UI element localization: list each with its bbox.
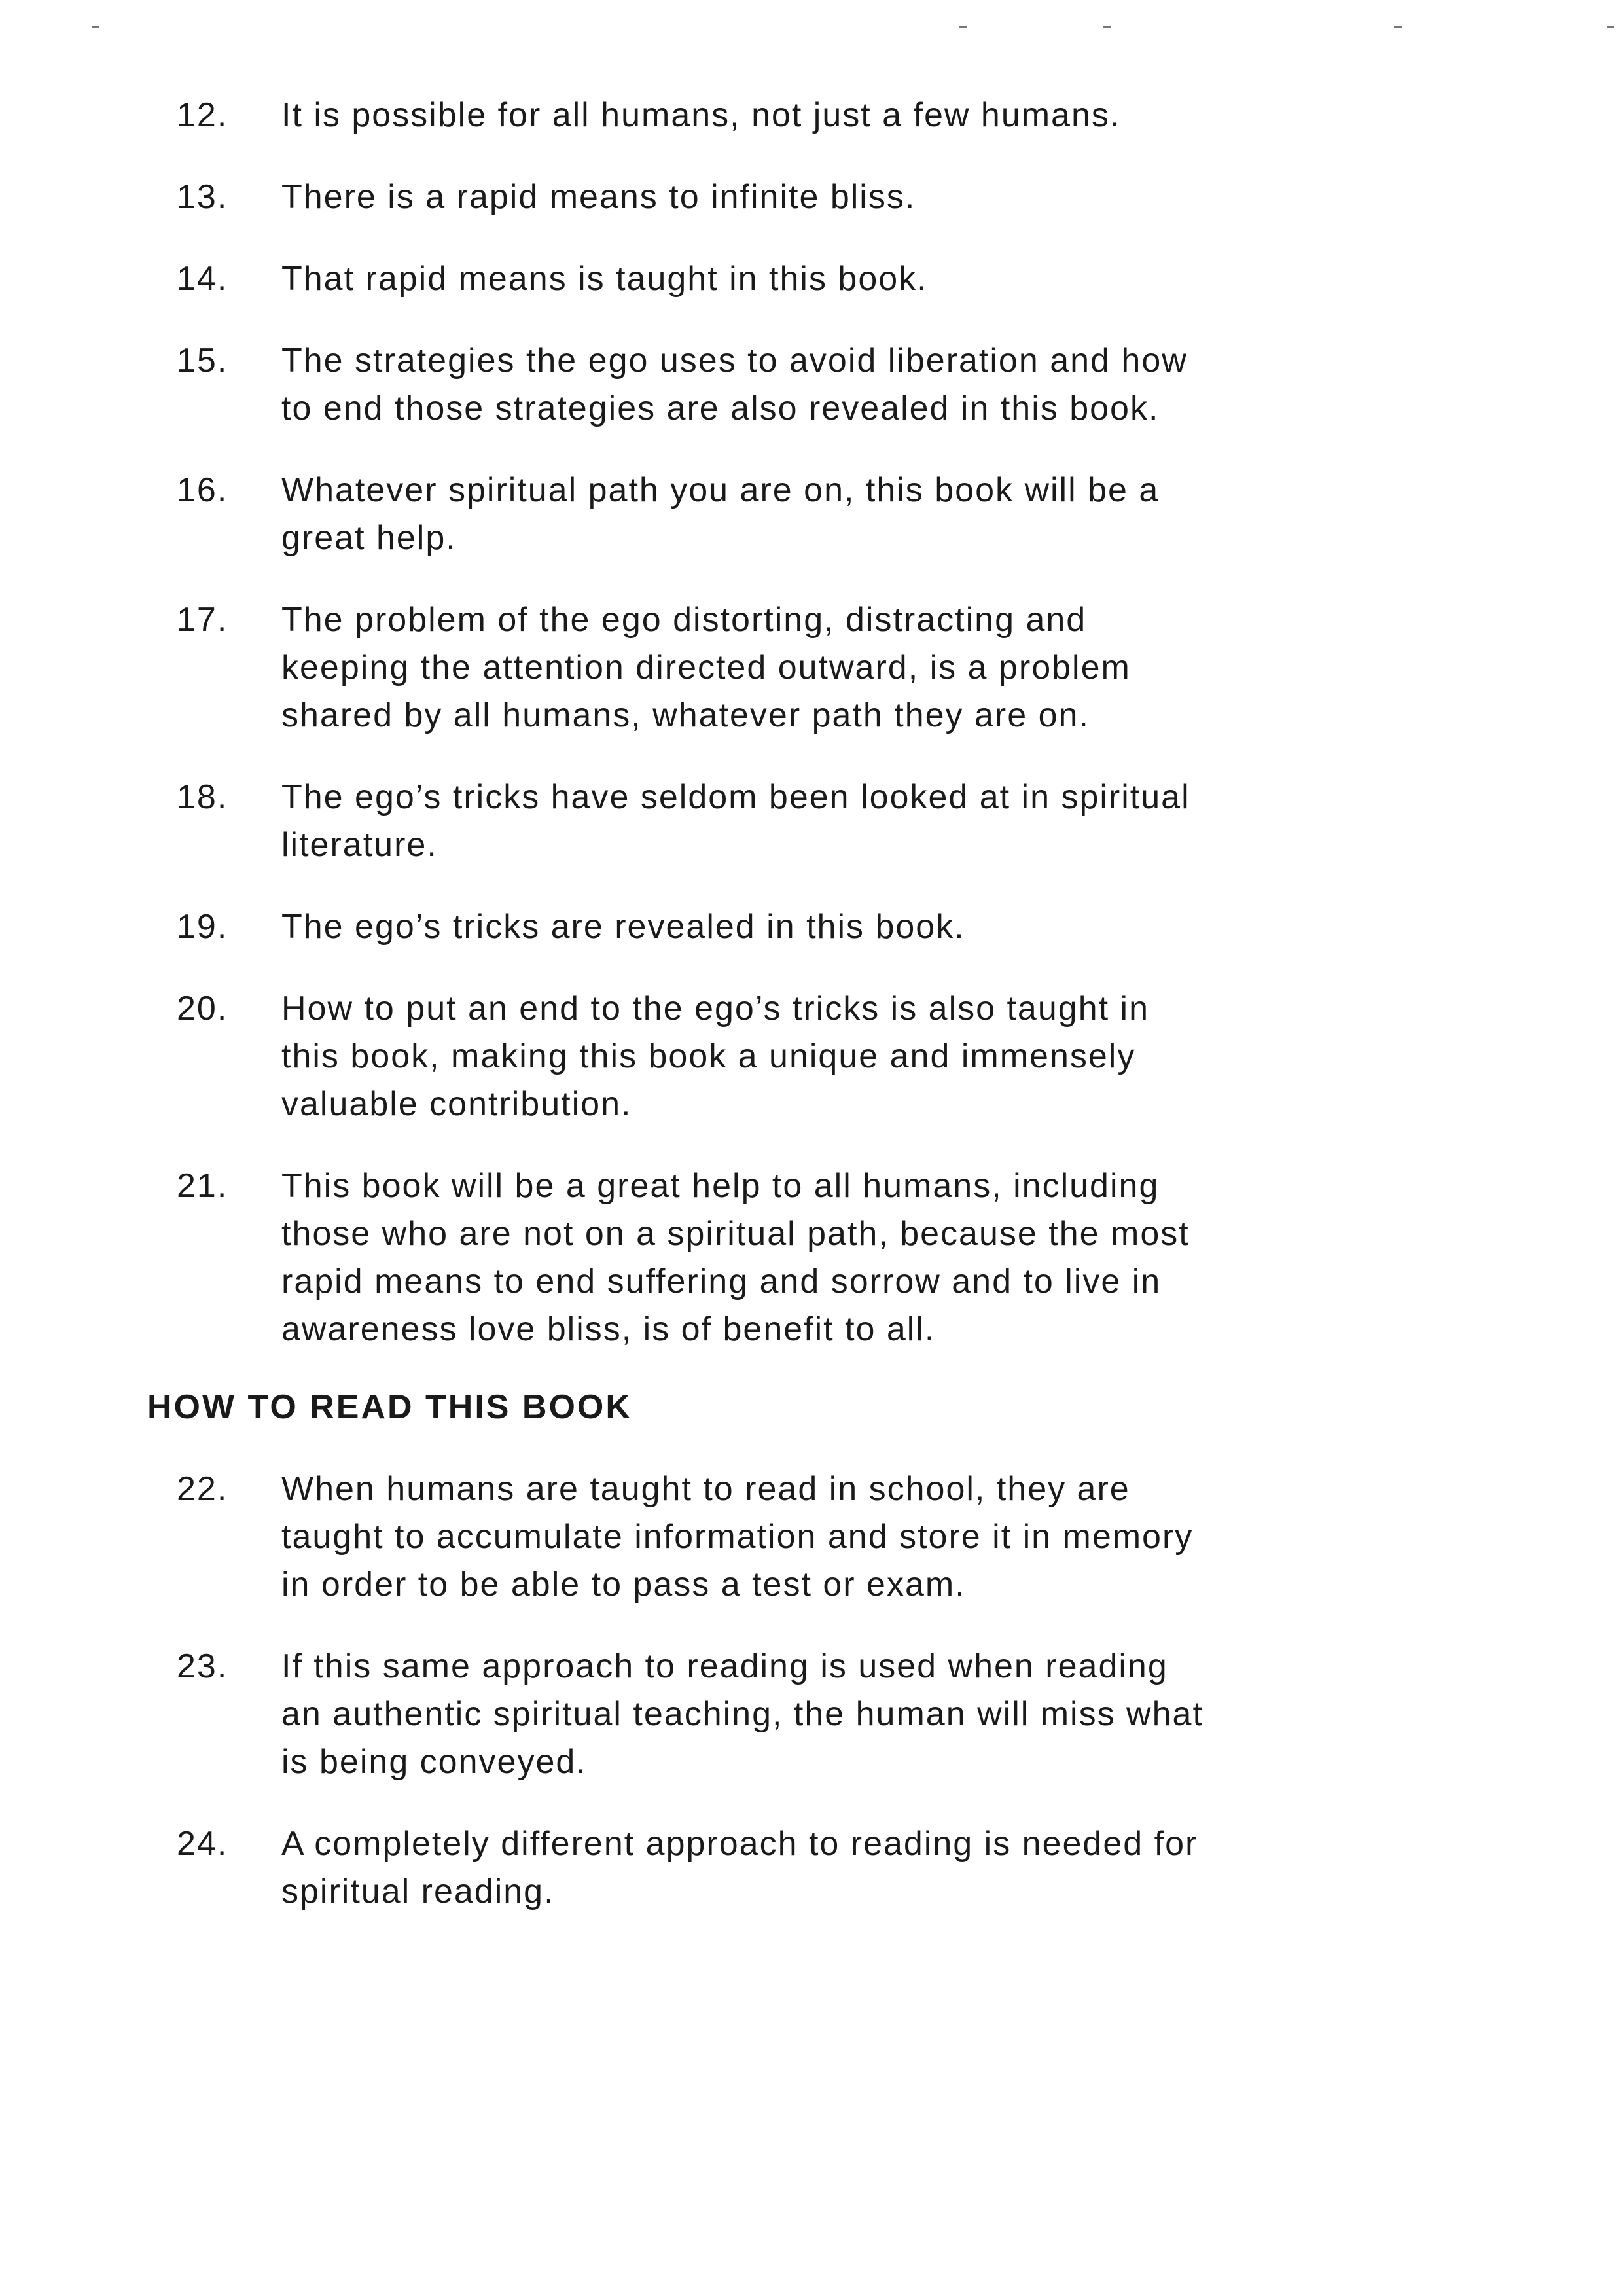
item-number: 12. [177, 96, 228, 134]
item-number: 15. [177, 342, 228, 380]
item-text: The problem of the ego distorting, distracting and keeping the attention directed outward, is a problem shared by all humans, whatever path they are on. [281, 601, 1131, 734]
item-text: That rapid means is taught in this book. [281, 260, 928, 298]
scan-mark [1607, 26, 1614, 28]
item-number: 23. [177, 1647, 228, 1685]
list-item [147, 92, 1207, 139]
numbered-list-top [147, 92, 1207, 1354]
item-text: Whatever spiritual path you are on, this book will be a great help. [281, 471, 1160, 557]
item-text: If this same approach to reading is used when reading an authentic spiritual teaching, the human will miss what is being conveyed. [281, 1647, 1204, 1781]
item-number: 13. [177, 178, 228, 216]
item-text: A completely different approach to reading is needed for spiritual reading. [281, 1825, 1198, 1910]
list-item [147, 774, 1207, 869]
list-item [147, 1643, 1207, 1786]
item-text: The strategies the ego uses to avoid liberation and how to end those strategies are also revealed in this book. [281, 342, 1188, 427]
item-text: How to put an end to the ego’s tricks is also taught in this book, making this book a unique and immensely valuable contribution. [281, 990, 1149, 1123]
list-item [147, 1465, 1207, 1609]
list-item [147, 173, 1207, 221]
item-number: 17. [177, 601, 228, 639]
list-item [147, 1820, 1207, 1916]
list-item [147, 596, 1207, 740]
list-item [147, 337, 1207, 433]
list-item [147, 985, 1207, 1128]
item-number: 14. [177, 260, 228, 298]
scan-mark [92, 26, 99, 28]
item-number: 19. [177, 908, 228, 946]
item-text: This book will be a great help to all humans, including those who are not on a spiritual path, because the most rapid means to end suffering and sorrow and to live in awareness love bliss, is of benefit to all. [281, 1167, 1190, 1348]
list-item [147, 903, 1207, 951]
list-item [147, 255, 1207, 303]
section-heading: HOW TO READ THIS BOOK [147, 1388, 632, 1426]
numbered-list-bottom [147, 1465, 1207, 1916]
item-text: The ego’s tricks have seldom been looked at in spiritual literature. [281, 778, 1190, 864]
scan-mark [959, 26, 967, 28]
item-number: 21. [177, 1167, 228, 1205]
item-number: 16. [177, 471, 228, 509]
item-number: 24. [177, 1825, 228, 1863]
item-text: The ego’s tricks are revealed in this book. [281, 908, 965, 946]
item-text: It is possible for all humans, not just a few humans. [281, 96, 1121, 134]
list-item [147, 1162, 1207, 1354]
item-text: There is a rapid means to infinite bliss. [281, 178, 916, 216]
page-content [147, 92, 1207, 1950]
item-number: 20. [177, 990, 228, 1028]
scan-mark [1103, 26, 1111, 28]
item-text: When humans are taught to read in school, they are taught to accumulate information and store it in memory in order to be able to pass a test or exam. [281, 1470, 1194, 1604]
scan-mark [1394, 26, 1402, 28]
item-number: 22. [177, 1470, 228, 1508]
item-number: 18. [177, 778, 228, 816]
list-item [147, 467, 1207, 562]
